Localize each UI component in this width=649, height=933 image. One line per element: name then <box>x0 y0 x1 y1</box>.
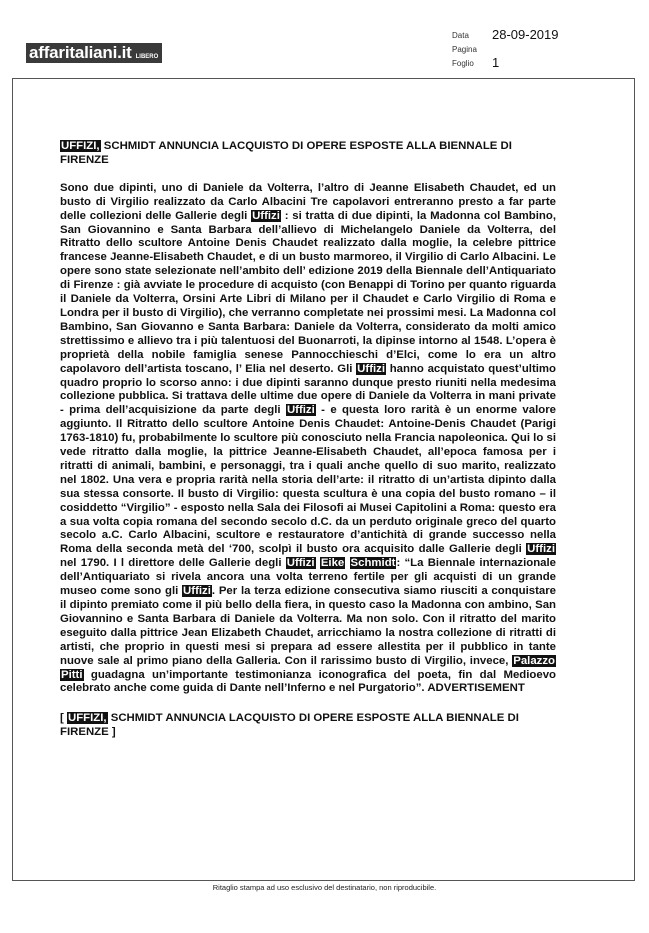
meta-label: Foglio <box>452 59 474 68</box>
highlight: Pitti <box>61 668 83 681</box>
logo <box>26 43 162 63</box>
meta-value: 1 <box>492 55 500 70</box>
headline-text: SCHMIDT ANNUNCIA LACQUISTO DI OPERE ESPOSTE ALLA BIENNALE DI FIRENZE <box>60 140 512 166</box>
footer-headline-text: SCHMIDT ANNUNCIA LACQUISTO DI OPERE ESPOSTE ALLA BIENNALE DI FIRENZE ] <box>60 712 519 739</box>
body-segment: Sono due dipinti, uno di Daniele da Volterra, l’altro di Jeanne Elisabeth Chaudet, ed un busto di Virgilio realizzato da Carlo Albacini Tre capolavori entreranno presto a far parte delle collezioni delle Gallerie degli <box>60 181 556 222</box>
highlight: Uffizi <box>286 404 315 417</box>
body-segment: guadagna un’importante testimonianza iconografica del poeta, fin dal Medioevo celebrato anche come guida di Dante nell’Inferno e nel Purgatorio”. ADVERTISEMENT <box>60 668 556 695</box>
highlight: Uffizi <box>527 543 555 556</box>
body-segment: - e questa loro rarità è un enorme valore aggiunto. Il Ritratto dello scultore Antoine Denis Chaudet: Antoine-Denis Chaudet (Parigi 1763-1810) fu, probabilmente lo scultore più conosciuto nella Francia napoleonica. Qui lo si vede ritratto dalla moglie, la pittrice Jeanne-Elisabeth Chaudet, all’epoca famosa per i ritratti di animali, bambini, e personaggi, tra i quali anche quello di suo marito, realizzato nel 1802. Una vera e propria rarità nella storia dell’arte: il ritratto di un’artista dipinto dalla sua stessa consorte. Il busto di Virgilio: questa scultura è una copia del busto romano – il cosiddetto “Virgilio” - esposto nella Sala dei Filosofi ai Musei Capitolini a Roma: questo era a sua volta copia romana del secondo secolo d.C. da un perduto originale greco del quarto secolo a.C. Carlo Albacini, scultore e restauratore d’antichità di grande successo nella Roma della seconda metà del ‘700, scolpì il busto ora acquisito dalle Gallerie degli <box>60 404 556 556</box>
body-segment: . Per la terza edizione consecutiva siamo riusciti a conquistare il dipinto premiato come il più bello della fiera, in questo caso la Madonna con ambino, San Giovannino e Santa Barbara di Daniele da Volterra. Ma non solo. Con il ritratto del marito eseguito dalla pittrice Jean Elizabeth Chaudet, arricchiamo la nostra collezione di ritratti di artisti, che proprio in questi mesi si prepara ad essere allestita per il pubblico in tante nuove sale al primo piano della Galleria. Con il rarissimo busto di Virgilio, invece, <box>60 585 556 667</box>
body-segment: : si tratta di due dipinti, la Madonna col Bambino, San Giovannino e Santa Barbara dell’allievo di Michelangelo Daniele da Volterra, del Ritratto dello scultore Antoine Denis Chaudet realizzato dalla moglie, la celebre pittrice francese Jeanne-Elisabeth Chaudet, e di un busto marmoreo, il Virgilio di Carlo Albacini. Le opere sono state selezionate nell’ambito dell’ edizione 2019 della Biennale dell’Antiquariato di Firenze : già avviate le procedure di acquisto (con Benappi di Torino per quanto riguarda il Daniele da Volterra, Orsini Arte Libri di Milano per il Chaudet e Carlo Virgilio di Roma e Londra per il busto di Virgilio), che verranno completate nei prossimi mesi. La Madonna col Bambino, San Giovanno e Santa Barbara: Daniele da Volterra, considerato da molti amico strettissimo e allievo tra i più talentuosi del Buonarroti, la dipinse intorno al 1548. L’opera è proprietà della nobile famiglia senese Pannocchieschi d’Elci, come lo era un altro capolavoro dell’artista toscano, l’ Elia nel deserto. Gli <box>60 209 556 375</box>
highlight: Schmidt <box>350 557 396 570</box>
highlight: UFFIZI, <box>67 712 107 725</box>
body-segment <box>345 557 349 569</box>
highlight: Uffizi <box>183 585 211 598</box>
body-segment: nel 1790. I l direttore delle Gallerie degli <box>60 557 286 570</box>
highlight: Palazzo <box>513 654 555 667</box>
meta-value: 28-09-2019 <box>492 27 559 42</box>
highlight: Uffizi <box>286 557 315 570</box>
article <box>60 140 556 740</box>
highlight: UFFIZI, <box>61 140 100 152</box>
logo-text: affaritaliani.it <box>29 43 132 62</box>
highlight: Uffizi <box>252 209 280 222</box>
bracket: [ <box>60 712 67 725</box>
article-footer-headline <box>60 712 556 740</box>
highlight: Uffizi <box>357 362 386 375</box>
clipping-disclaimer: Ritaglio stampa ad uso esclusivo del destinatario, non riproducibile. <box>212 883 437 892</box>
meta-label: Pagina <box>452 45 477 54</box>
meta-label: Data <box>452 31 469 40</box>
logo-subtext: LIBERO <box>135 54 159 60</box>
body-segment: : “La Biennale internazionale dell’Antiquariato si rivela ancora una volta terreno fertile per gli acquisti di un grande museo come sono gli <box>60 557 557 598</box>
article-headline <box>60 140 556 168</box>
body-segment: hanno acquistato quest’ultimo quadro proprio lo scorso anno: i due dipinti saranno dunque presto riuniti nella medesima collezione pubblica. Si trattava delle ultime due opere di Daniele da Volterra in mani private - prima dell’acquisizione da parte degli <box>60 362 556 417</box>
highlight: Eike <box>320 557 345 570</box>
article-body <box>60 182 556 697</box>
